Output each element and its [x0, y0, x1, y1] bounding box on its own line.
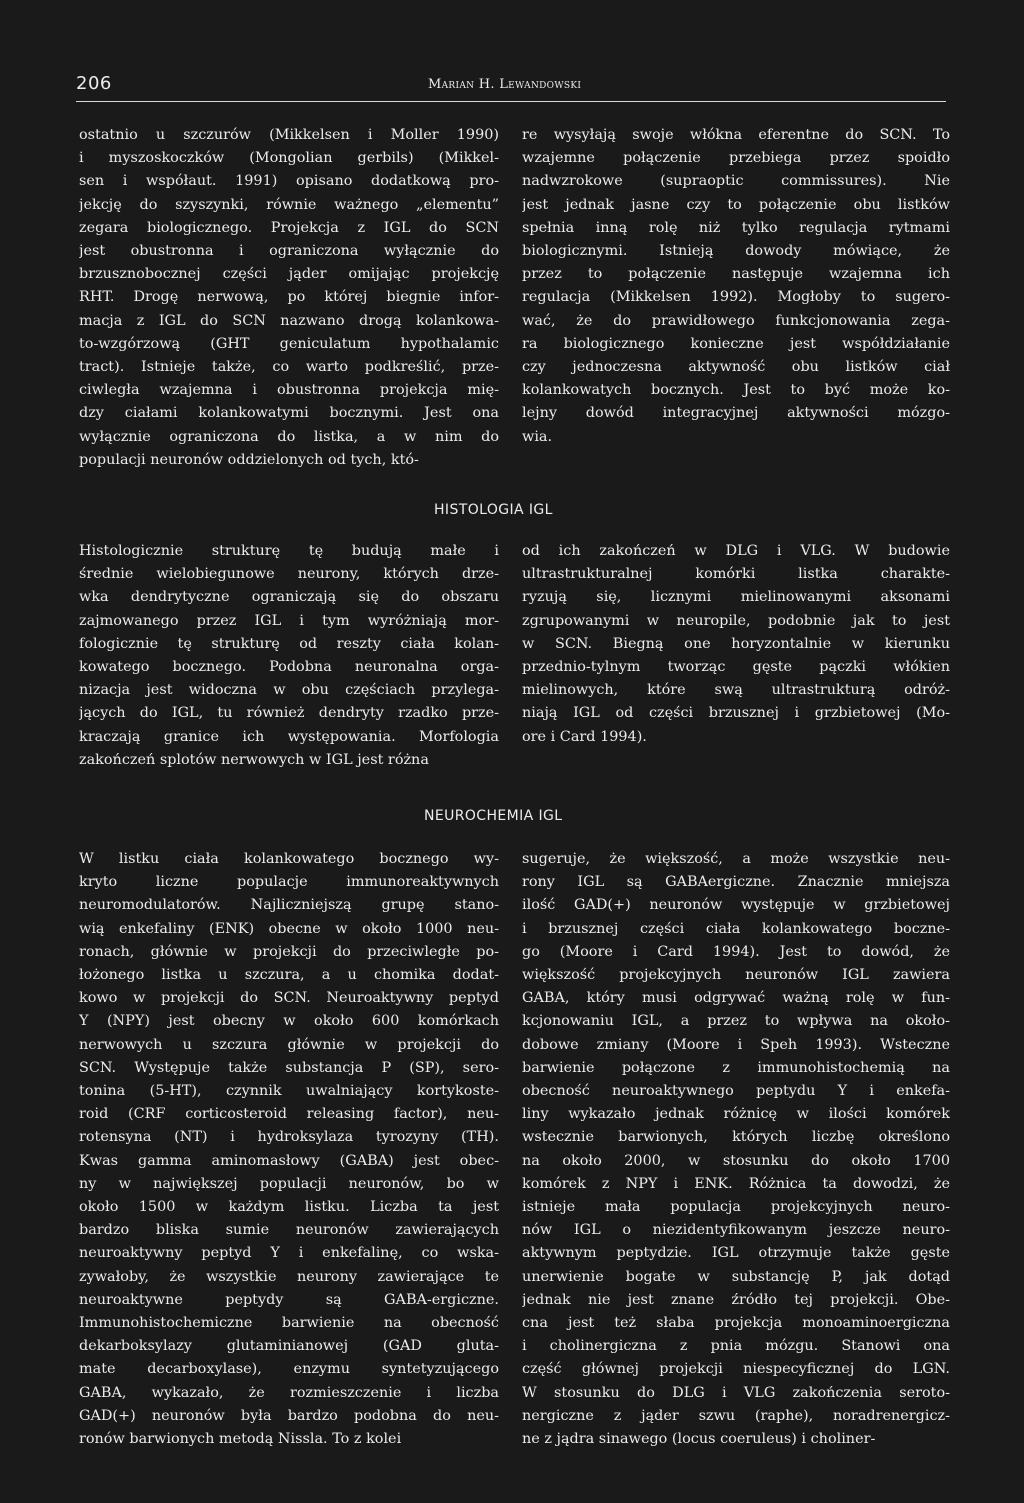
text-line: czy jednoczesna aktywność obu listków ciał [522, 359, 950, 376]
text-line: dzy ciałami kolankowatymi bocznymi. Jest ona [79, 405, 499, 422]
text-line: GABA, który musi odgrywać ważną rolę w fun- [522, 990, 950, 1007]
text-line: ostatnio u szczurów (Mikkelsen i Moller 1990) [79, 127, 499, 143]
text-line: istnieje mała populacja projekcyjnych neuro- [522, 1199, 950, 1216]
text-line: i brzusznej części ciała kolankowatego boczne- [522, 920, 950, 937]
text-line: wyłącznie ograniczona do listka, a w nim do [79, 428, 499, 445]
text-line: dobowe zmiany (Moore i Speh 1993). Wsteczne [522, 1036, 950, 1053]
text-line: zgrupowanymi w neuropile, podobnie jak to jest [522, 612, 950, 629]
text-line: GABA, wykazało, że rozmieszczenie i liczba [79, 1384, 499, 1401]
text-line: obecność neuroaktywnego peptydu Y i enkefa- [522, 1083, 950, 1100]
text-line: GAD(+) neuronów była bardzo podobna do neu- [79, 1407, 499, 1424]
text-line: wią enkefaliny (ENK) obecne w około 1000 neu- [79, 920, 499, 937]
section2-right-column [522, 540, 950, 749]
text-line: jest obustronna i ograniczona wyłącznie do [79, 243, 499, 260]
text-line: komórek z NPY i ENK. Różnica ta dowodzi, że [522, 1175, 950, 1192]
text-line: od ich zakończeń w DLG i VLG. W budowie [522, 543, 950, 559]
text-line: ciwległa wzajemna i obustronna projekcja mię- [79, 382, 499, 399]
text-line: przednio-tylnym tworząc gęste pączki włókien [522, 659, 950, 676]
text-line: zakończeń splotów nerwowych w IGL jest różna [79, 751, 429, 768]
text-line: sugeruje, że większość, a może wszystkie neu- [522, 851, 950, 867]
text-line: jekcję do szyszynki, równie ważnego „elementu” [79, 196, 499, 213]
text-line: Histologicznie strukturę tę budują małe i [79, 543, 499, 559]
text-line: wstecznie barwionych, których liczbę określono [522, 1129, 950, 1146]
text-line: barwienie połączone z immunohistochemią na [522, 1059, 950, 1076]
text-line: ilość GAD(+) neuronów występuje w grzbietowej [522, 897, 950, 914]
text-line: mielinowych, które swą ultrastrukturą odróż- [522, 682, 950, 699]
text-line: ronach, głównie w projekcji do przeciwległe po- [79, 943, 499, 960]
text-line: średnie wielobiegunowe neurony, których drze- [79, 566, 499, 583]
text-line: neuroaktywny peptyd Y i enkefalinę, co wska- [79, 1245, 499, 1262]
running-head: Marian H. Lewandowski [428, 77, 582, 92]
section-heading-neurochemia: NEUROCHEMIA IGL [424, 808, 563, 824]
text-line: SCN. Występuje także substancja P (SP), sero- [79, 1059, 499, 1076]
text-line: jących do IGL, tu również dendryty rzadko prze- [79, 705, 499, 722]
text-line: populacji neuronów oddzielonych od tych, któ- [79, 451, 419, 468]
text-line: wać, że do prawidłowego funkcjonowania zega- [522, 312, 950, 329]
text-line: przez to połączenie następuje wzajemna ich [522, 266, 950, 283]
text-line: Kwas gamma aminomasłowy (GABA) jest obec- [79, 1152, 499, 1169]
text-line: jednak nie jest znane źródło tej projekcji. Obe- [522, 1291, 950, 1308]
text-line: jest jednak jasne czy to połączenie obu listków [522, 196, 950, 213]
text-line: Immunohistochemiczne barwienie na obecność [79, 1315, 499, 1332]
text-line: unerwienie bogate w substancję P, jak dotąd [522, 1268, 950, 1285]
text-line: tract). Istnieje także, co warto podkreślić, prze- [79, 359, 499, 376]
text-line: mate decarboxylase), enzymu syntetyzującego [79, 1361, 499, 1378]
text-line: nergiczne z jąder szwu (raphe), noradrenergicz- [522, 1407, 950, 1424]
text-line: nadwzrokowe (supraoptic commissures). Nie [522, 173, 950, 190]
text-line: go (Moore i Card 1994). Jest to dowód, że [522, 943, 950, 960]
text-line: roid (CRF corticosteroid releasing factor), neu- [79, 1106, 499, 1123]
text-line: kraczają granice ich występowania. Morfologia [79, 728, 499, 745]
text-line: większość projekcyjnych neuronów IGL zawiera [522, 967, 950, 984]
text-line: zegara biologicznego. Projekcja z IGL do SCN [79, 219, 499, 236]
text-line: kowo w projekcji do SCN. Neuroaktywny peptyd [79, 990, 499, 1007]
text-line: liny wykazało jednak różnicę w ilości komórek [522, 1106, 950, 1123]
text-line: wzajemne połączenie przebiega przez spoidło [522, 150, 950, 167]
page-number: 206 [76, 73, 112, 94]
section1-right-column [522, 124, 950, 449]
text-line: Y (NPY) jest obecny w około 600 komórkach [79, 1013, 499, 1030]
text-line: i myszoskoczków (Mongolian gerbils) (Mikkel- [79, 150, 499, 167]
text-line: nerwowych u szczura głównie w projekcji do [79, 1036, 499, 1053]
text-line: macja z IGL do SCN nazwano drogą kolankowa- [79, 312, 499, 329]
text-line: spełnia inną rolę niż tylko regulacja rytmami [522, 219, 950, 236]
text-line: aktywnym peptydzie. IGL otrzymuje także gęste [522, 1245, 950, 1262]
text-line: zywałoby, że wszystkie neurony zawierające te [79, 1268, 499, 1285]
text-line: i cholinergiczna z pnia mózgu. Stanowi ona [522, 1338, 950, 1355]
text-line: sen i współaut. 1991) opisano dodatkową pro- [79, 173, 499, 190]
section-heading-histologia: HISTOLOGIA IGL [434, 502, 553, 518]
section3-left-column [79, 848, 499, 1451]
text-line: niają IGL od części brzusznej i grzbietowej (Mo- [522, 705, 950, 722]
text-line: wka dendrytyczne ograniczają się do obszaru [79, 589, 499, 606]
text-line: brzusznobocznej części jąder omijając projekcję [79, 266, 499, 283]
text-line: na około 2000, w stosunku do około 1700 [522, 1152, 950, 1169]
text-line: około 1500 w każdym listku. Liczba ta jest [79, 1199, 499, 1216]
text-line: bardzo bliska sumie neuronów zawierających [79, 1222, 499, 1239]
text-line: ultrastrukturalnej komórki listka charakte- [522, 566, 950, 583]
text-line: kcjonowaniu IGL, a przez to wpływa na około- [522, 1013, 950, 1030]
text-line: neuromodulatorów. Najliczniejszą grupę stano- [79, 897, 499, 914]
page-header [76, 71, 946, 102]
text-line: część głównej projekcji niespecyficznej do LGN. [522, 1361, 950, 1378]
text-line: ryzują się, licznymi mielinowanymi aksonami [522, 589, 950, 606]
text-line: biologicznymi. Istnieją dowody mówiące, że [522, 243, 950, 260]
text-line: ny w największej populacji neuronów, bo w [79, 1175, 499, 1192]
section1-left-column [79, 124, 499, 472]
text-line: kolankowatych bocznych. Jest to być może ko- [522, 382, 950, 399]
text-line: dekarboksylazy glutaminianowej (GAD gluta- [79, 1338, 499, 1355]
text-line: ne z jądra sinawego (locus coeruleus) i choliner- [522, 1431, 876, 1448]
text-line: neuroaktywne peptydy są GABA-ergiczne. [79, 1291, 499, 1308]
text-line: to-wzgórzową (GHT geniculatum hypothalamic [79, 335, 499, 352]
text-line: łożonego listka u szczura, a u chomika dodat- [79, 967, 499, 984]
text-line: W listku ciała kolankowatego bocznego wy- [79, 851, 499, 867]
text-line: ra biologicznego konieczne jest współdziałanie [522, 335, 950, 352]
text-line: ronów barwionych metodą Nissla. To z kolei [79, 1431, 402, 1448]
text-line: zajmowanego przez IGL i tym wyróżniają mor- [79, 612, 499, 629]
text-line: fologicznie tę strukturę od reszty ciała kolan- [79, 635, 499, 652]
text-line: rotensyna (NT) i hydroksylaza tyrozyny (TH). [79, 1129, 499, 1146]
section3-right-column [522, 848, 950, 1451]
text-line: nizacja jest widoczna w obu częściach przylega- [79, 682, 499, 699]
section2-left-column [79, 540, 499, 772]
text-line: w SCN. Biegną one horyzontalnie w kierunku [522, 635, 950, 652]
text-line: lejny dowód integracyjnej aktywności mózgo- [522, 405, 950, 422]
text-line: ore i Card 1994). [522, 728, 647, 745]
text-line: W stosunku do DLG i VLG zakończenia seroto- [522, 1384, 950, 1401]
text-line: kryto liczne populacje immunoreaktywnych [79, 874, 499, 891]
text-line: nów IGL o niezidentyfikowanym jeszcze neuro- [522, 1222, 950, 1239]
text-line: re wysyłają swoje włókna eferentne do SCN. To [522, 127, 950, 143]
text-line: RHT. Drogę nerwową, po której biegnie infor- [79, 289, 499, 306]
text-line: tonina (5-HT), czynnik uwalniający kortykoste- [79, 1083, 499, 1100]
text-line: kowatego bocznego. Podobna neuronalna orga- [79, 659, 499, 676]
text-line: regulacja (Mikkelsen 1992). Mogłoby to sugero- [522, 289, 950, 306]
text-line: rony IGL są GABAergiczne. Znacznie mniejsza [522, 874, 950, 891]
text-line: cna jest też słaba projekcja monoaminoergiczna [522, 1315, 950, 1332]
text-line: wia. [522, 428, 553, 445]
